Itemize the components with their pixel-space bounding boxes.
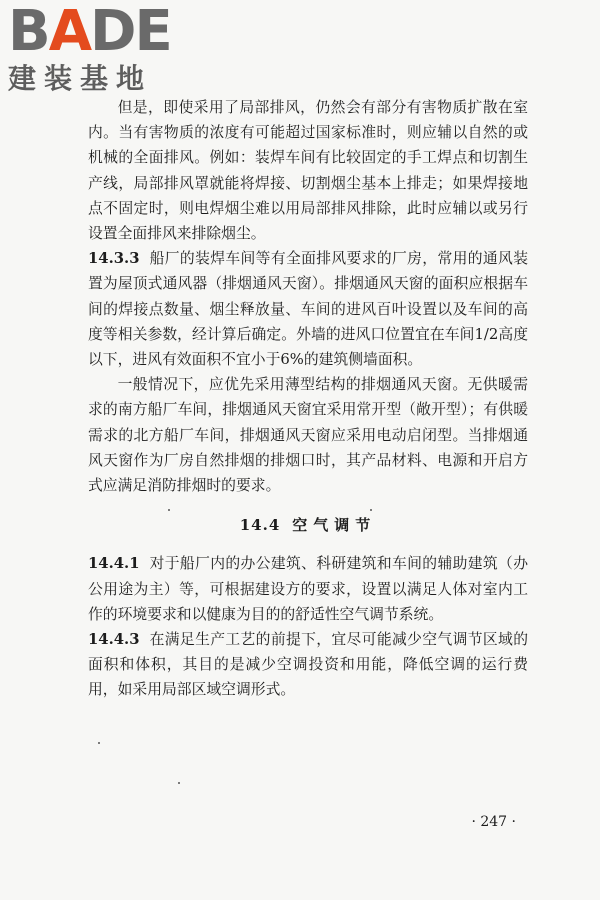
bade-logo [8,0,178,95]
paragraph-explanation: 一般情况下，应优先采用薄型结构的排烟通风天窗。无供暖需求的南方船厂车间，排烟通风天窗宜采用常开型（敞开型）；有供暖需求的北方船厂车间，排烟通风天窗应采用电动启闭型。当排烟通风天窗作为厂房自然排烟的排烟口时，其产品材料、电源和开启方式应满足消防排烟时的要求。 [88,376,528,495]
clause-14-3-3 [88,246,528,372]
scan-speck [98,742,100,744]
clause-number: 14.4.3 [88,631,140,649]
logo-letter-b: B [8,0,49,64]
clause-text: 对于船厂内的办公建筑、科研建筑和车间的辅助建筑（办公用途为主）等，可根据建设方的要求，设置以满足人体对室内工作的环境要求和以健康为目的的舒适性空气调节系统。 [88,555,528,623]
paragraph-intro: 但是，即使采用了局部排风，仍然会有部分有害物质扩散在室内。当有害物质的浓度有可能超过国家标准时，则应辅以自然的或机械的全面排风。例如：装焊车间有比较固定的手工焊点和切割生产线，局部排风罩就能将焊接、切割烟尘基本上排走；如果焊接地点不固定时，则电焊烟尘难以用局部排风排除，此时应辅以或另行设置全面排风来排除烟尘。 [88,99,528,243]
scan-speck [168,509,170,511]
clause-text: 在满足生产工艺的前提下，宜尽可能减少空气调节区域的面积和体积，其目的是减少空调投资和用能，降低空调的运行费用，如采用局部区域空调形式。 [88,631,528,699]
logo-letter-a: A [48,0,91,64]
section-title: 空气调节 [292,516,377,535]
clause-14-4-1 [88,551,528,627]
logo-wordmark [8,0,178,64]
scan-speck [178,782,180,784]
logo-letters-de: DE [90,0,171,64]
clause-text: 船厂的装焊车间等有全面排风要求的厂房，常用的通风装置为屋顶式通风器（排烟通风天窗）。排烟通风天窗的面积应根据车间的焊接点数量、烟尘释放量、车间的进风百叶设置以及车间的高度等相关参数，经计算后确定。外墙的进风口位置宜在车间1/2高度以下，进风有效面积不宜小于6%的建筑侧墙面积。 [88,250,528,369]
logo-subtitle: 建装基地 [8,62,153,95]
clause-number: 14.3.3 [88,250,140,268]
clause-14-4-3 [88,627,528,703]
section-heading [88,513,528,538]
page-number: · 247 · [471,814,516,830]
scan-speck [370,509,372,511]
page-body [88,95,528,703]
clause-number: 14.4.1 [88,555,140,573]
section-number: 14.4 [239,516,281,535]
